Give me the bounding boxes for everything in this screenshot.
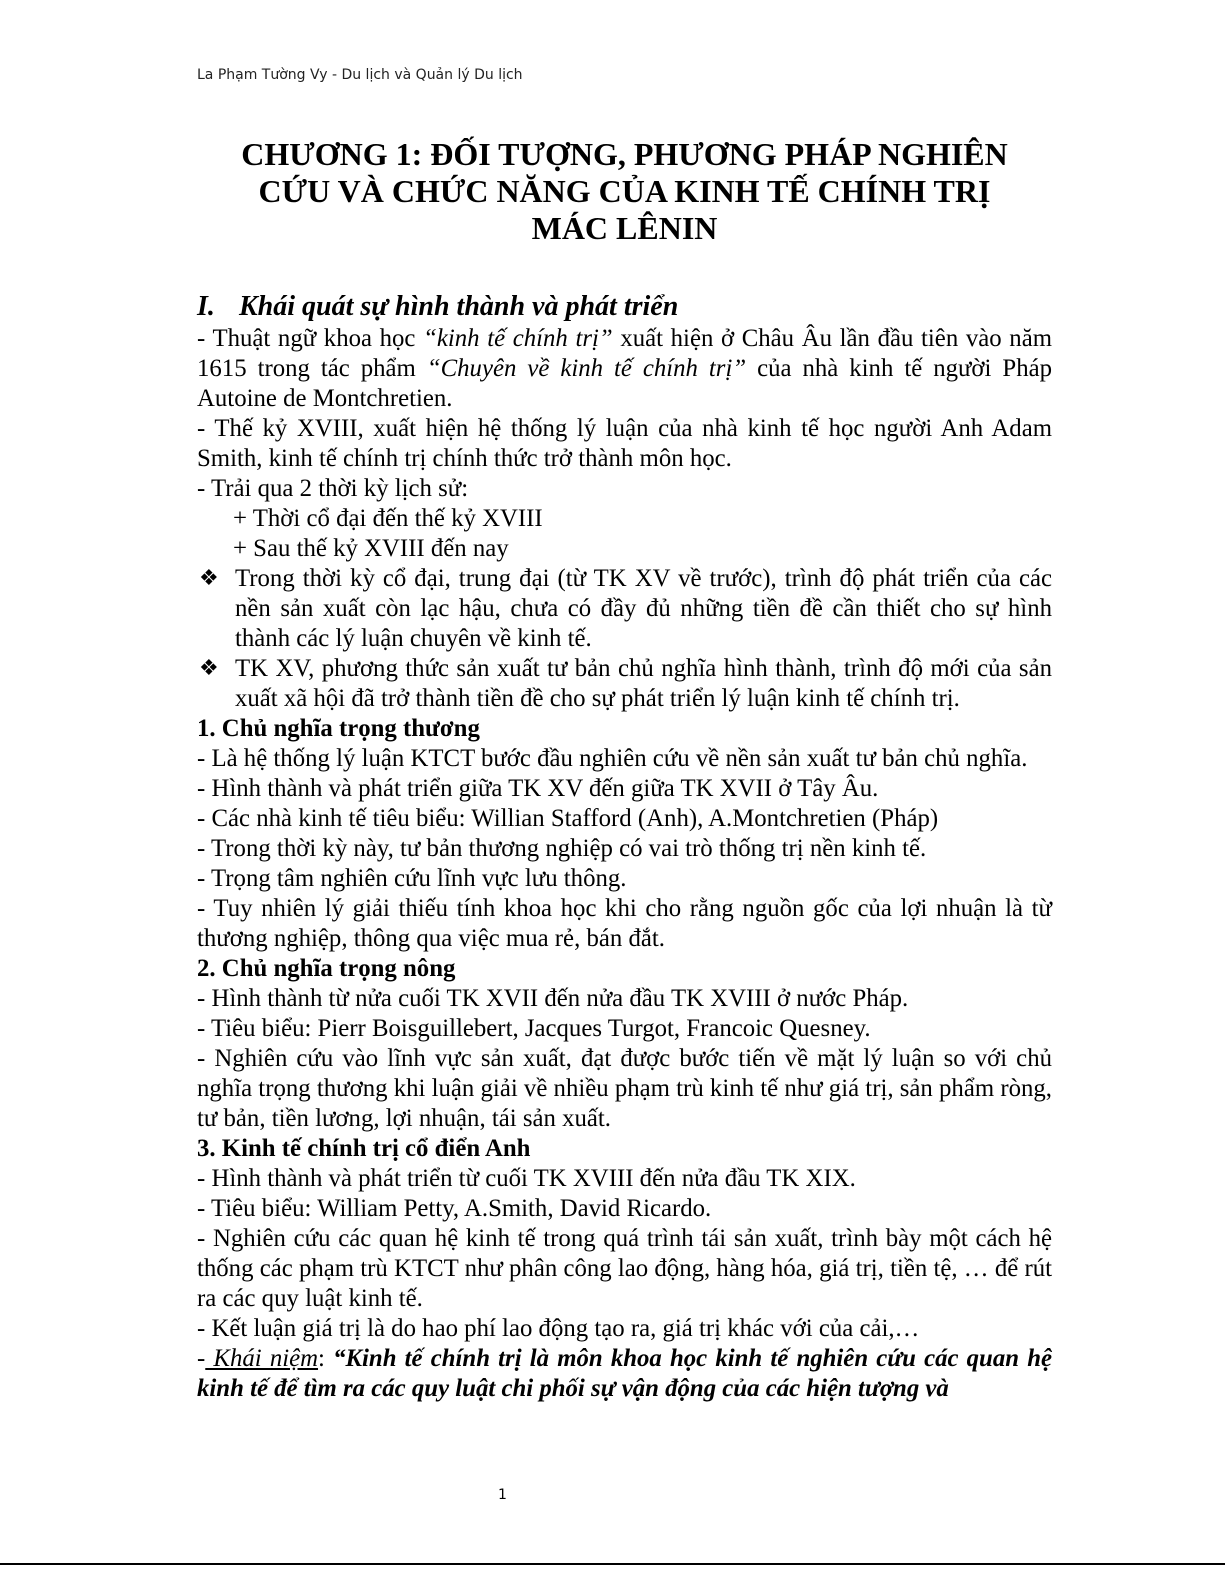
paragraph-adam-smith: - Thế kỷ XVIII, xuất hiện hệ thống lý luận của nhà kinh tế học người Anh Adam Smith, kinh tế chính trị chính thức trở thành môn học.: [197, 415, 1052, 472]
bullet-text: Trong thời kỳ cổ đại, trung đại (từ TK XV về trước), trình độ phát triển của các nền sản xuất còn lạc hậu, chưa có đầy đủ những tiền đề cần thiết cho sự hình thành các lý luận chuyên về kinh tế.: [235, 565, 1052, 652]
subheading-physiocracy: 2. Chủ nghĩa trọng nông: [197, 955, 456, 982]
document-body: [197, 290, 1052, 1404]
diamond-bullet-icon: ❖: [199, 566, 219, 591]
text-run: :: [318, 1345, 334, 1372]
concept-definition: [197, 1344, 1052, 1404]
page-header: La Phạm Tường Vy - Du lịch và Quản lý Du lịch: [197, 67, 523, 83]
list-item: - Là hệ thống lý luận KTCT bước đầu nghiên cứu về nền sản xuất tư bản chủ nghĩa.: [197, 745, 1028, 772]
chapter-title-line-1: CHƯƠNG 1: ĐỐI TƯỢNG, PHƯƠNG PHÁP NGHIÊN: [241, 136, 1008, 172]
text-run: - Thuật ngữ khoa học: [197, 325, 424, 352]
text-run: -: [197, 1345, 206, 1372]
paragraph-periods: - Trải qua 2 thời kỳ lịch sử:: [197, 475, 469, 502]
diamond-bullet-icon: ❖: [199, 656, 219, 681]
page-number: 1: [498, 1487, 507, 1503]
text-run: xuất hiện ở Châu Âu lần đầu tiên vào năm 1615 trong tác phẩm: [197, 325, 1052, 382]
italic-term: “kinh tế chính trị”: [423, 325, 613, 352]
paragraph-term-origin: [197, 324, 1052, 414]
list-item: - Trong thời kỳ này, tư bản thương nghiệp có vai trò thống trị nền kinh tế.: [197, 835, 927, 862]
section-number: I.: [197, 291, 215, 322]
list-item: - Hình thành và phát triển giữa TK XV đến giữa TK XVII ở Tây Âu.: [197, 775, 879, 802]
list-item: - Nghiên cứu vào lĩnh vực sản xuất, đạt được bước tiến về mặt lý luận so với chủ nghĩa trọng thương khi luận giải về nhiều phạm trù kinh tế như giá trị, sản phẩm ròng, tư bản, tiền lương, lợi nhuận, tái sản xuất.: [197, 1045, 1052, 1132]
concept-label: Khái niệm: [205, 1345, 319, 1372]
list-item: - Các nhà kinh tế tiêu biểu: Willian Stafford (Anh), A.Montchretien (Pháp): [197, 805, 939, 832]
list-item: - Tiêu biểu: Pierr Boisguillebert, Jacques Turgot, Francoic Quesney.: [197, 1015, 871, 1042]
chapter-title-line-3: MÁC LÊNIN: [531, 210, 718, 246]
list-item: - Nghiên cứu các quan hệ kinh tế trong quá trình tái sản xuất, trình bày một cách hệ thống các phạm trù KTCT như phân công lao động, hàng hóa, giá trị, tiền tệ, … để rút ra các quy luật kinh tế.: [197, 1225, 1052, 1312]
list-item: - Tuy nhiên lý giải thiếu tính khoa học khi cho rằng nguồn gốc của lợi nhuận là từ thương nghiệp, thông qua việc mua rẻ, bán đắt.: [197, 895, 1052, 952]
chapter-title: [197, 136, 1052, 247]
list-item: - Trọng tâm nghiên cứu lĩnh vực lưu thông.: [197, 865, 627, 892]
list-item: - Tiêu biểu: William Petty, A.Smith, David Ricardo.: [197, 1195, 712, 1222]
period-item-1: + Thời cổ đại đến thế kỷ XVIII: [233, 505, 543, 532]
bullet-item-2: [197, 654, 1052, 714]
subheading-mercantilism: 1. Chủ nghĩa trọng thương: [197, 715, 480, 742]
bullet-text: TK XV, phương thức sản xuất tư bản chủ nghĩa hình thành, trình độ mới của sản xuất xã hội đã trở thành tiền đề cho sự phát triển lý luận kinh tế chính trị.: [235, 655, 1052, 712]
list-item: - Hình thành và phát triển từ cuối TK XVIII đến nửa đầu TK XIX.: [197, 1165, 856, 1192]
section-title: Khái quát sự hình thành và phát triển: [239, 291, 679, 322]
subheading-classical-english: 3. Kinh tế chính trị cổ điển Anh: [197, 1135, 531, 1162]
italic-work-title: “Chuyên về kinh tế chính trị”: [426, 355, 747, 382]
page-bottom-border: [0, 1563, 1225, 1565]
concept-text: “Kinh tế chính trị là môn khoa học kinh tế nghiên cứu các quan hệ kinh tế để tìm ra các quy luật chi phối sự vận động của các hiện tượng và: [197, 1345, 1052, 1402]
list-item: - Hình thành từ nửa cuối TK XVII đến nửa đầu TK XVIII ở nước Pháp.: [197, 985, 909, 1012]
list-item: - Kết luận giá trị là do hao phí lao động tạo ra, giá trị khác với của cải,…: [197, 1315, 920, 1342]
text-run: của nhà kinh tế người Pháp Autoine de Montchretien.: [197, 355, 1052, 412]
section-heading: [197, 290, 1052, 324]
chapter-title-line-2: CỨU VÀ CHỨC NĂNG CỦA KINH TẾ CHÍNH TRỊ: [258, 173, 991, 209]
period-item-2: + Sau thế kỷ XVIII đến nay: [233, 535, 509, 562]
bullet-item-1: [197, 564, 1052, 654]
